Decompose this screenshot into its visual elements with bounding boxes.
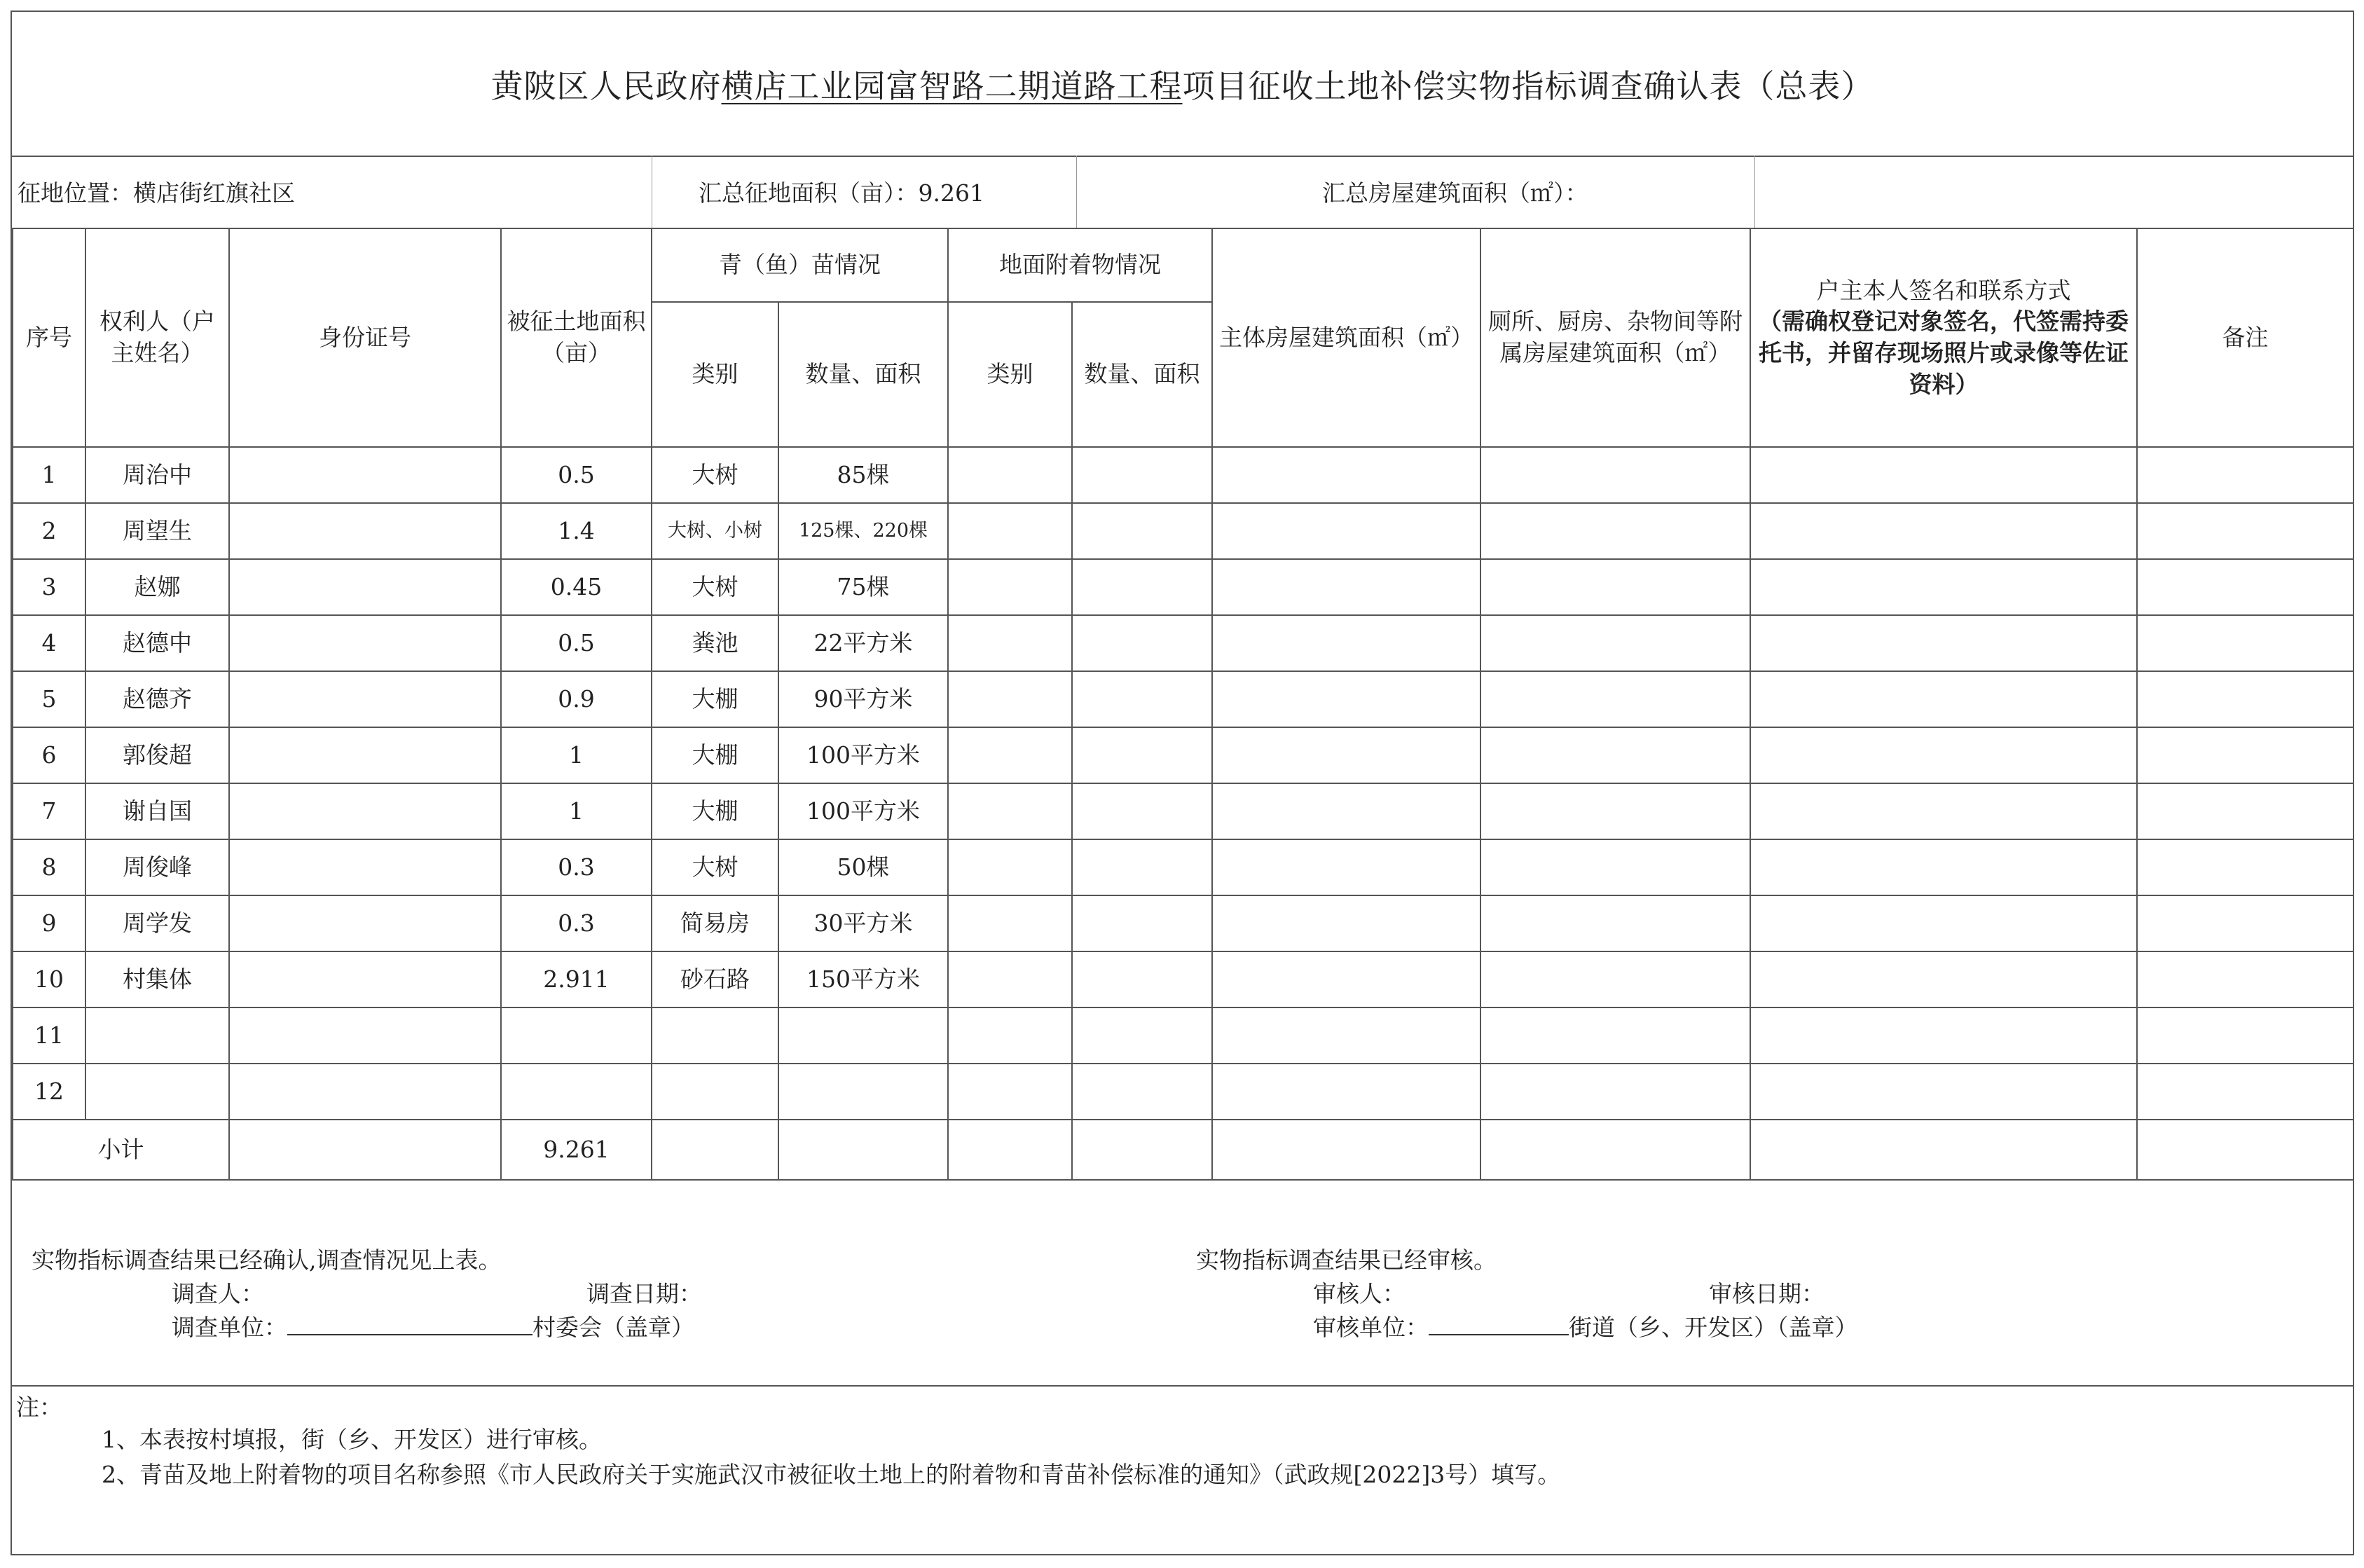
notes-label: 注： bbox=[16, 1394, 62, 1421]
header-attach-qty: 数量、面积 bbox=[1072, 302, 1212, 447]
divider bbox=[12, 1385, 2353, 1387]
cell-owner[interactable] bbox=[85, 1007, 229, 1064]
cell-attach-type[interactable] bbox=[948, 1007, 1072, 1064]
cell-seq: 7 bbox=[13, 783, 85, 839]
header-signature-title: 户主本人签名和联系方式 bbox=[1816, 276, 2071, 304]
cell-main-building[interactable] bbox=[1212, 559, 1480, 615]
cell-seedling-qty: 125棵、220棵 bbox=[778, 503, 948, 559]
cell-main-building[interactable] bbox=[1212, 503, 1480, 559]
table-row bbox=[13, 895, 2353, 951]
cell-attach-qty[interactable] bbox=[1072, 503, 1212, 559]
cell-owner: 周治中 bbox=[85, 447, 229, 503]
cell-id-number[interactable] bbox=[229, 1007, 501, 1064]
subtotal-row bbox=[13, 1120, 2353, 1180]
note-item: 2、青苗及地上附着物的项目名称参照《市人民政府关于实施武汉市被征收土地上的附着物和青苗补偿标准的通知》（武政规[2022]3号）填写。 bbox=[102, 1461, 1561, 1488]
header-signature-note: （需确权登记对象签名，代签需持委托书，并留存现场照片或录像等佐证资料） bbox=[1759, 308, 2129, 398]
review-confirmed-statement: 实物指标调查结果已经审核。 bbox=[1196, 1246, 1497, 1274]
cell-owner[interactable] bbox=[85, 1064, 229, 1120]
cell-main-building[interactable] bbox=[1212, 951, 1480, 1007]
cell-remarks[interactable] bbox=[2137, 447, 2353, 503]
cell-id-number[interactable] bbox=[229, 447, 501, 503]
cell-main-building[interactable] bbox=[1212, 671, 1480, 727]
cell-aux-building[interactable] bbox=[1480, 671, 1750, 727]
cell-owner: 赵德齐 bbox=[85, 671, 229, 727]
cell-seedling-qty: 30平方米 bbox=[778, 895, 948, 951]
table-row bbox=[13, 503, 2353, 559]
header-remarks: 备注 bbox=[2137, 228, 2353, 447]
cell-seq: 9 bbox=[13, 895, 85, 951]
cell-attach-qty[interactable] bbox=[1072, 1064, 1212, 1120]
review-unit-blank[interactable] bbox=[1429, 1313, 1569, 1335]
cell-id-number[interactable] bbox=[229, 1064, 501, 1120]
cell-land-area: 1 bbox=[501, 727, 652, 783]
cell-aux-building[interactable] bbox=[1480, 727, 1750, 783]
cell-signature[interactable] bbox=[1750, 839, 2137, 895]
cell-seq: 8 bbox=[13, 839, 85, 895]
cell-seedling-qty: 100平方米 bbox=[778, 727, 948, 783]
cell-signature[interactable] bbox=[1750, 1120, 2137, 1180]
cell-attach-type[interactable] bbox=[948, 727, 1072, 783]
cell-seedling-qty: 22平方米 bbox=[778, 615, 948, 671]
table-row bbox=[13, 671, 2353, 727]
reviewer-label: 审核人： bbox=[1313, 1280, 1406, 1307]
cell-aux-building[interactable] bbox=[1480, 1007, 1750, 1064]
cell-owner: 谢自国 bbox=[85, 783, 229, 839]
review-unit-field bbox=[1313, 1309, 1858, 1342]
survey-unit-blank[interactable] bbox=[287, 1313, 532, 1335]
cell-remarks[interactable] bbox=[2137, 727, 2353, 783]
cell-aux-building[interactable] bbox=[1480, 839, 1750, 895]
cell-owner: 村集体 bbox=[85, 951, 229, 1007]
cell-seedling-type: 大棚 bbox=[652, 783, 778, 839]
confirmation-section bbox=[12, 1197, 2353, 1385]
cell-seedling-type: 大棚 bbox=[652, 671, 778, 727]
table-row bbox=[13, 559, 2353, 615]
cell-remarks[interactable] bbox=[2137, 615, 2353, 671]
cell-aux-building[interactable] bbox=[1480, 1120, 1750, 1180]
survey-form-sheet bbox=[11, 11, 2354, 1555]
cell-main-building[interactable] bbox=[1212, 615, 1480, 671]
cell-seedling-qty: 85棵 bbox=[778, 447, 948, 503]
cell-seedling-type: 大树 bbox=[652, 447, 778, 503]
cell-signature[interactable] bbox=[1750, 671, 2137, 727]
cell-seedling-type: 大树 bbox=[652, 559, 778, 615]
header-main-building: 主体房屋建筑面积（㎡） bbox=[1212, 228, 1480, 447]
cell-attach-qty[interactable] bbox=[1072, 895, 1212, 951]
table-row bbox=[13, 1064, 2353, 1120]
cell-aux-building[interactable] bbox=[1480, 503, 1750, 559]
cell-seedling-type: 粪池 bbox=[652, 615, 778, 671]
cell-attach-qty bbox=[1072, 1120, 1212, 1180]
cell-remarks[interactable] bbox=[2137, 1120, 2353, 1180]
cell-seedling-type: 砂石路 bbox=[652, 951, 778, 1007]
cell-id-number bbox=[229, 1120, 501, 1180]
land-location: 征地位置：横店街红旗社区 bbox=[18, 179, 295, 207]
cell-owner: 周望生 bbox=[85, 503, 229, 559]
cell-id-number[interactable] bbox=[229, 951, 501, 1007]
cell-land-area: 0.3 bbox=[501, 895, 652, 951]
cell-land-area[interactable] bbox=[501, 1064, 652, 1120]
cell-seedling-type: 大树、小树 bbox=[652, 503, 778, 559]
table-row bbox=[13, 839, 2353, 895]
survey-unit-label: 调查单位： bbox=[172, 1314, 287, 1341]
cell-owner: 郭俊超 bbox=[85, 727, 229, 783]
cell-remarks[interactable] bbox=[2137, 1007, 2353, 1064]
table-row bbox=[13, 615, 2353, 671]
cell-aux-building[interactable] bbox=[1480, 447, 1750, 503]
cell-attach-type[interactable] bbox=[948, 671, 1072, 727]
divider bbox=[1754, 156, 1755, 228]
cell-signature[interactable] bbox=[1750, 559, 2137, 615]
cell-main-building[interactable] bbox=[1212, 447, 1480, 503]
cell-attach-qty[interactable] bbox=[1072, 615, 1212, 671]
cell-attach-type[interactable] bbox=[948, 951, 1072, 1007]
header-id-number: 身份证号 bbox=[229, 228, 501, 447]
cell-main-building[interactable] bbox=[1212, 895, 1480, 951]
surveyor-label: 调查人： bbox=[172, 1280, 264, 1307]
cell-owner: 赵德中 bbox=[85, 615, 229, 671]
cell-attach-qty[interactable] bbox=[1072, 951, 1212, 1007]
cell-signature[interactable] bbox=[1750, 895, 2137, 951]
cell-signature[interactable] bbox=[1750, 447, 2137, 503]
cell-attach-type[interactable] bbox=[948, 503, 1072, 559]
table-row bbox=[13, 783, 2353, 839]
cell-attach-type[interactable] bbox=[948, 1064, 1072, 1120]
cell-attach-qty[interactable] bbox=[1072, 559, 1212, 615]
survey-unit-suffix: 村委会（盖章） bbox=[532, 1314, 694, 1341]
cell-aux-building[interactable] bbox=[1480, 615, 1750, 671]
cell-remarks[interactable] bbox=[2137, 839, 2353, 895]
header-attachments: 地面附着物情况 bbox=[948, 228, 1212, 302]
cell-remarks[interactable] bbox=[2137, 671, 2353, 727]
cell-attach-qty[interactable] bbox=[1072, 671, 1212, 727]
table-row bbox=[13, 951, 2353, 1007]
cell-seedling-type[interactable] bbox=[652, 1064, 778, 1120]
table-row bbox=[13, 1007, 2353, 1064]
cell-seedling-qty bbox=[778, 1120, 948, 1180]
cell-land-area: 0.45 bbox=[501, 559, 652, 615]
cell-land-area: 1.4 bbox=[501, 503, 652, 559]
cell-aux-building[interactable] bbox=[1480, 559, 1750, 615]
cell-signature[interactable] bbox=[1750, 783, 2137, 839]
subtotal-land-area: 9.261 bbox=[501, 1120, 652, 1180]
cell-seq: 3 bbox=[13, 559, 85, 615]
cell-land-area: 2.911 bbox=[501, 951, 652, 1007]
cell-signature[interactable] bbox=[1750, 503, 2137, 559]
cell-seq: 6 bbox=[13, 727, 85, 783]
divider bbox=[1076, 156, 1077, 228]
cell-seq: 5 bbox=[13, 671, 85, 727]
cell-id-number[interactable] bbox=[229, 503, 501, 559]
cell-remarks[interactable] bbox=[2137, 1064, 2353, 1120]
header-seedling-type: 类别 bbox=[652, 302, 778, 447]
cell-seedling-qty: 100平方米 bbox=[778, 783, 948, 839]
cell-aux-building[interactable] bbox=[1480, 1064, 1750, 1120]
cell-land-area: 0.9 bbox=[501, 671, 652, 727]
cell-seq: 2 bbox=[13, 503, 85, 559]
cell-signature[interactable] bbox=[1750, 1007, 2137, 1064]
survey-date-label: 调查日期： bbox=[586, 1280, 702, 1307]
cell-seedling-type[interactable] bbox=[652, 1007, 778, 1064]
review-unit-label: 审核单位： bbox=[1313, 1314, 1429, 1341]
cell-id-number[interactable] bbox=[229, 671, 501, 727]
cell-attach-type[interactable] bbox=[948, 559, 1072, 615]
header-owner: 权利人（户主姓名） bbox=[85, 228, 229, 447]
cell-remarks[interactable] bbox=[2137, 783, 2353, 839]
cell-seedling-type: 大棚 bbox=[652, 727, 778, 783]
review-unit-suffix: 街道（乡、开发区）（盖章） bbox=[1569, 1314, 1858, 1341]
header-land-area: 被征土地面积（亩） bbox=[501, 228, 652, 447]
cell-attach-type[interactable] bbox=[948, 839, 1072, 895]
cell-remarks[interactable] bbox=[2137, 895, 2353, 951]
header-aux-building: 厕所、厨房、杂物间等附属房屋建筑面积（㎡） bbox=[1480, 228, 1750, 447]
cell-seedling-type: 简易房 bbox=[652, 895, 778, 951]
cell-seq: 1 bbox=[13, 447, 85, 503]
cell-seedling-type: 大树 bbox=[652, 839, 778, 895]
cell-attach-qty[interactable] bbox=[1072, 1007, 1212, 1064]
cell-attach-qty[interactable] bbox=[1072, 783, 1212, 839]
cell-seq: 4 bbox=[13, 615, 85, 671]
cell-main-building[interactable] bbox=[1212, 839, 1480, 895]
cell-id-number[interactable] bbox=[229, 839, 501, 895]
survey-confirmed-statement: 实物指标调查结果已经确认,调查情况见上表。 bbox=[32, 1246, 502, 1274]
total-building-area: 汇总房屋建筑面积（㎡）： bbox=[1322, 179, 1588, 207]
survey-table bbox=[12, 228, 2354, 1181]
cell-seedling-qty: 75棵 bbox=[778, 559, 948, 615]
cell-id-number[interactable] bbox=[229, 783, 501, 839]
title-prefix: 黄陂区人民政府 bbox=[490, 67, 722, 105]
cell-seq: 12 bbox=[13, 1064, 85, 1120]
cell-seedling-qty: 50棵 bbox=[778, 839, 948, 895]
cell-id-number[interactable] bbox=[229, 895, 501, 951]
cell-remarks[interactable] bbox=[2137, 503, 2353, 559]
cell-attach-qty[interactable] bbox=[1072, 447, 1212, 503]
cell-seedling-qty[interactable] bbox=[778, 1064, 948, 1120]
cell-owner: 周学发 bbox=[85, 895, 229, 951]
cell-main-building[interactable] bbox=[1212, 727, 1480, 783]
cell-signature[interactable] bbox=[1750, 951, 2137, 1007]
cell-attach-type[interactable] bbox=[948, 895, 1072, 951]
title-project-name: 横店工业园富智路二期道路工程 bbox=[721, 67, 1183, 105]
cell-main-building[interactable] bbox=[1212, 1064, 1480, 1120]
cell-seedling-type bbox=[652, 1120, 778, 1180]
review-date-label: 审核日期： bbox=[1709, 1280, 1824, 1307]
header-seq: 序号 bbox=[13, 228, 85, 447]
cell-seedling-qty[interactable] bbox=[778, 1007, 948, 1064]
table-row bbox=[13, 447, 2353, 503]
cell-signature[interactable] bbox=[1750, 615, 2137, 671]
cell-attach-qty[interactable] bbox=[1072, 727, 1212, 783]
header-signature bbox=[1750, 228, 2137, 447]
divider bbox=[12, 156, 2353, 157]
cell-attach-qty[interactable] bbox=[1072, 839, 1212, 895]
cell-remarks[interactable] bbox=[2137, 951, 2353, 1007]
cell-id-number[interactable] bbox=[229, 615, 501, 671]
table-row bbox=[13, 727, 2353, 783]
page-title bbox=[12, 12, 2353, 156]
cell-main-building[interactable] bbox=[1212, 783, 1480, 839]
subtotal-label: 小计 bbox=[13, 1120, 229, 1180]
cell-land-area: 0.5 bbox=[501, 615, 652, 671]
cell-attach-type bbox=[948, 1120, 1072, 1180]
cell-attach-type[interactable] bbox=[948, 447, 1072, 503]
cell-seq: 10 bbox=[13, 951, 85, 1007]
cell-land-area: 0.3 bbox=[501, 839, 652, 895]
cell-main-building[interactable] bbox=[1212, 1120, 1480, 1180]
header-seedlings: 青（鱼）苗情况 bbox=[652, 228, 948, 302]
cell-aux-building[interactable] bbox=[1480, 783, 1750, 839]
survey-unit-field bbox=[172, 1309, 694, 1342]
cell-aux-building[interactable] bbox=[1480, 951, 1750, 1007]
cell-land-area: 0.5 bbox=[501, 447, 652, 503]
total-land-area: 汇总征地面积（亩）：9.261 bbox=[699, 179, 984, 207]
header-seedling-qty: 数量、面积 bbox=[778, 302, 948, 447]
cell-signature[interactable] bbox=[1750, 727, 2137, 783]
header-attach-type: 类别 bbox=[948, 302, 1072, 447]
cell-owner: 赵娜 bbox=[85, 559, 229, 615]
cell-aux-building[interactable] bbox=[1480, 895, 1750, 951]
cell-remarks[interactable] bbox=[2137, 559, 2353, 615]
cell-owner: 周俊峰 bbox=[85, 839, 229, 895]
cell-seq: 11 bbox=[13, 1007, 85, 1064]
cell-id-number[interactable] bbox=[229, 727, 501, 783]
cell-id-number[interactable] bbox=[229, 559, 501, 615]
title-suffix: 项目征收土地补偿实物指标调查确认表（总表） bbox=[1182, 67, 1874, 105]
note-item: 1、本表按村填报，街（乡、开发区）进行审核。 bbox=[102, 1426, 602, 1453]
cell-land-area[interactable] bbox=[501, 1007, 652, 1064]
cell-seedling-qty: 150平方米 bbox=[778, 951, 948, 1007]
cell-seedling-qty: 90平方米 bbox=[778, 671, 948, 727]
cell-main-building[interactable] bbox=[1212, 1007, 1480, 1064]
cell-signature[interactable] bbox=[1750, 1064, 2137, 1120]
cell-land-area: 1 bbox=[501, 783, 652, 839]
cell-attach-type[interactable] bbox=[948, 783, 1072, 839]
cell-attach-type[interactable] bbox=[948, 615, 1072, 671]
